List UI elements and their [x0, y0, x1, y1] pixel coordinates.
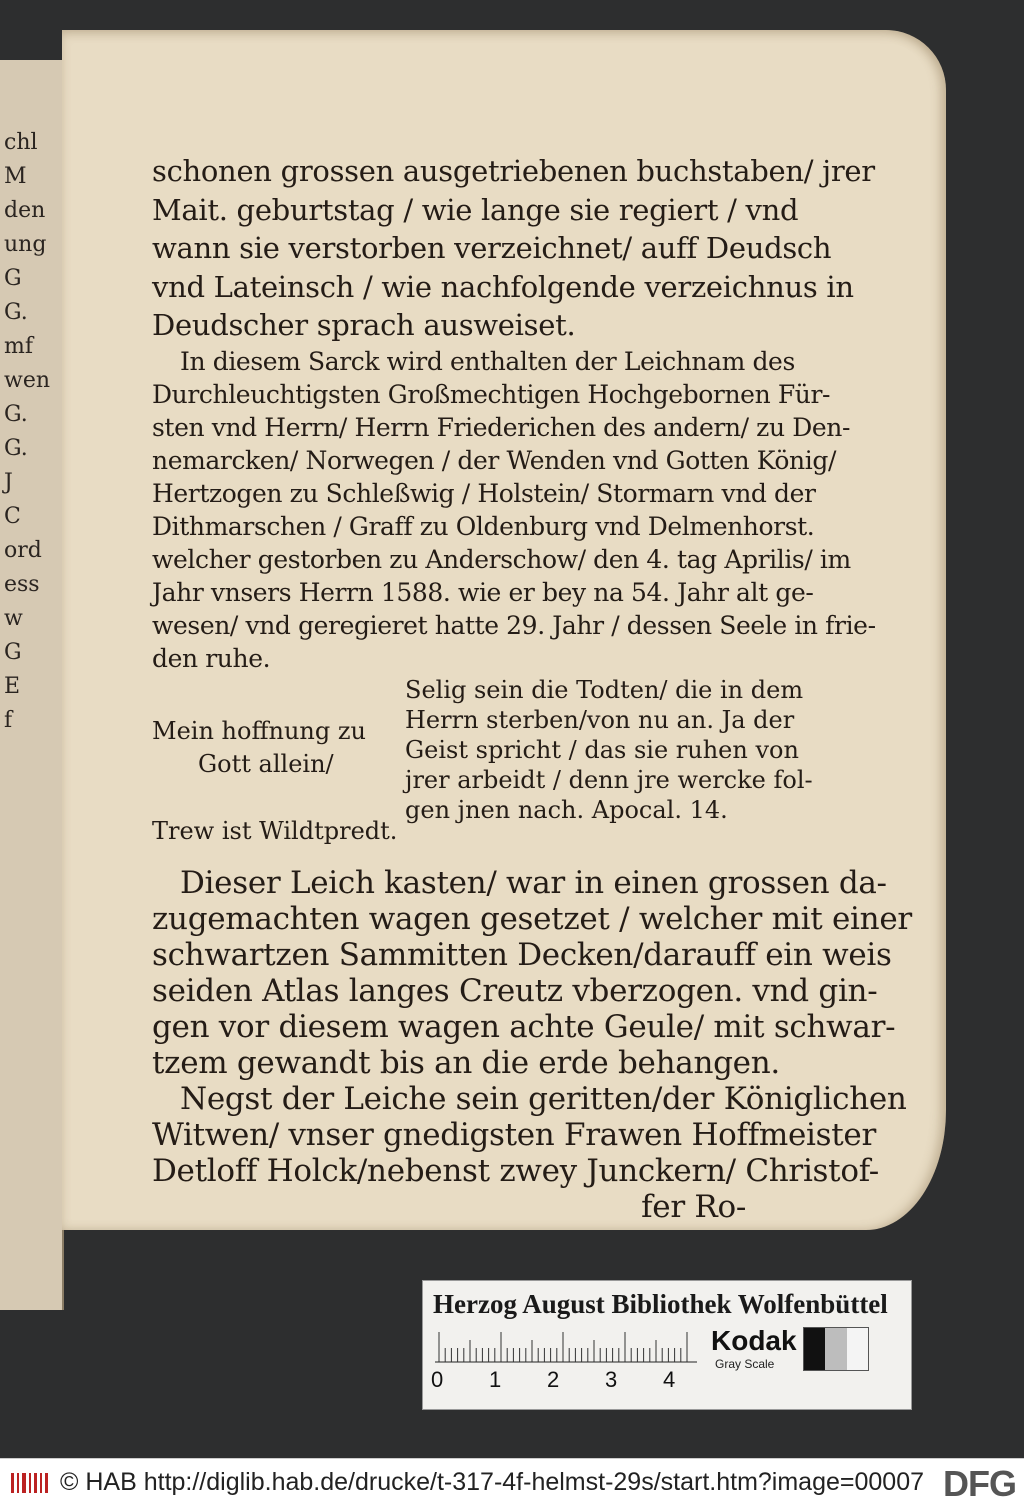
left-page-fragment: J	[4, 470, 13, 495]
motto-columns	[152, 675, 813, 865]
barcode-icon	[10, 1471, 50, 1495]
left-page-fragment: wen	[4, 368, 51, 393]
text-line: wann sie verstorben verzeichnet/ auff Deudsch	[152, 231, 832, 265]
left-page-fragment: ess	[4, 572, 40, 597]
swatch-gray	[825, 1328, 846, 1370]
catchword: fer Ro-	[641, 1188, 746, 1225]
left-page-fragment: f	[4, 708, 13, 733]
left-page-fragment: G.	[4, 402, 28, 427]
text-line: den ruhe.	[152, 643, 271, 673]
text-line: tzem gewandt bis an die erde behangen.	[152, 1044, 780, 1081]
text-line: seiden Atlas langes Creutz vberzogen. vnd gin-	[152, 972, 878, 1009]
left-page-fragment: chl	[4, 130, 38, 155]
dfg-logo: DFG	[943, 1463, 1016, 1504]
text-line: Herrn sterben/von nu an. Ja der	[405, 705, 795, 734]
library-name: Herzog August Bibliothek Wolfenbüttel	[433, 1289, 888, 1319]
motto-left-bottom: Trew ist Wildtpredt.	[152, 816, 398, 845]
text-line: schonen grossen ausgetriebenen buchstaben/ jrer	[152, 154, 875, 188]
inscription-paragraph	[152, 345, 876, 675]
text-line: Hertzogen zu Schleßwig / Holstein/ Stormarn vnd der	[152, 478, 816, 508]
library-label-card	[422, 1280, 912, 1410]
gray-scale-swatches	[803, 1327, 869, 1371]
text-line: sten vnd Herrn/ Herrn Friederichen des andern/ zu Den-	[152, 412, 850, 442]
left-page-fragment: M	[4, 164, 27, 189]
ruler-number: 2	[547, 1367, 560, 1392]
bottom-paragraph	[152, 864, 912, 1189]
left-page-fragment: G.	[4, 436, 28, 461]
text-line: Durchleuchtigsten Großmechtigen Hochgebornen Für-	[152, 379, 831, 409]
motto-right	[405, 675, 813, 825]
text-line: Jahr vnsers Herrn 1588. wie er bey na 54. Jahr alt ge-	[152, 577, 814, 607]
left-page-fragment: ord	[4, 538, 42, 563]
text-line: Dithmarschen / Graff zu Oldenburg vnd Delmenhorst.	[152, 511, 815, 541]
text-line: wesen/ vnd geregieret hatte 29. Jahr / dessen Seele in frie-	[152, 610, 876, 640]
text-line: Deudscher sprach ausweiset.	[152, 308, 576, 342]
left-page-fragment: C	[4, 504, 21, 529]
page-text	[152, 152, 912, 1225]
left-page-fragment: G.	[4, 300, 28, 325]
left-page-fragment: mf	[4, 334, 34, 359]
kodak-brand: Kodak	[711, 1325, 797, 1356]
footer-bar	[0, 1458, 1024, 1508]
text-line: In diesem Sarck wird enthalten der Leichnam des	[180, 346, 795, 376]
ruler-number: 1	[489, 1367, 502, 1392]
ruler-scale	[435, 1329, 697, 1363]
swatch-white	[847, 1328, 868, 1370]
left-page-edge	[0, 60, 64, 1310]
motto-left	[152, 715, 398, 845]
text-line: gen vor diesem wagen achte Geule/ mit schwar-	[152, 1008, 896, 1045]
text-line: gen jnen nach. Apocal. 14.	[405, 795, 728, 824]
left-page-fragment: ung	[4, 232, 47, 257]
text-line: vnd Lateinsch / wie nachfolgende verzeichnus in	[152, 269, 854, 304]
left-page-fragment: G	[4, 640, 22, 665]
motto-left-line: Mein hoffnung zu	[152, 716, 366, 745]
left-page-fragment: w	[4, 606, 23, 631]
text-line: Selig sein die Todten/ die in dem	[405, 675, 804, 704]
ruler-number: 4	[663, 1367, 676, 1392]
left-page-fragment: E	[4, 674, 21, 699]
left-page-fragment: den	[4, 198, 46, 223]
ruler-number: 3	[605, 1367, 618, 1392]
document-page	[62, 30, 946, 1230]
text-line: Negst der Leiche sein geritten/der Königlichen	[180, 1080, 907, 1117]
motto-left-line: Gott allein/	[198, 749, 334, 778]
ruler-number: 0	[431, 1367, 444, 1392]
text-line: Dieser Leich kasten/ war in einen grossen da-	[180, 864, 887, 901]
text-line: zugemachten wagen gesetzet / welcher mit einer	[152, 900, 912, 937]
copyright-url[interactable]: © HAB http://diglib.hab.de/drucke/t-317-4f-helmst-29s/start.htm?image=00007	[60, 1468, 925, 1496]
text-line: Witwen/ vnser gnedigsten Frawen Hoffmeister	[152, 1116, 876, 1153]
top-paragraph	[152, 152, 875, 345]
text-line: welcher gestorben zu Anderschow/ den 4. tag Aprilis/ im	[152, 544, 851, 574]
text-line: Detloff Holck/nebenst zwey Junckern/ Christof-	[152, 1152, 879, 1189]
left-page-fragment: G	[4, 266, 22, 291]
text-line: schwartzen Sammitten Decken/darauff ein weis	[152, 936, 892, 973]
text-line: Mait. geburtstag / wie lange sie regiert / vnd	[152, 192, 799, 227]
swatch-black	[804, 1328, 825, 1370]
text-line: Geist spricht / das sie ruhen von	[405, 735, 799, 764]
text-line: nemarcken/ Norwegen / der Wenden vnd Gotten König/	[152, 445, 836, 475]
gray-scale-label: Gray Scale	[715, 1357, 775, 1371]
text-line: jrer arbeidt / denn jre wercke fol-	[405, 765, 813, 794]
